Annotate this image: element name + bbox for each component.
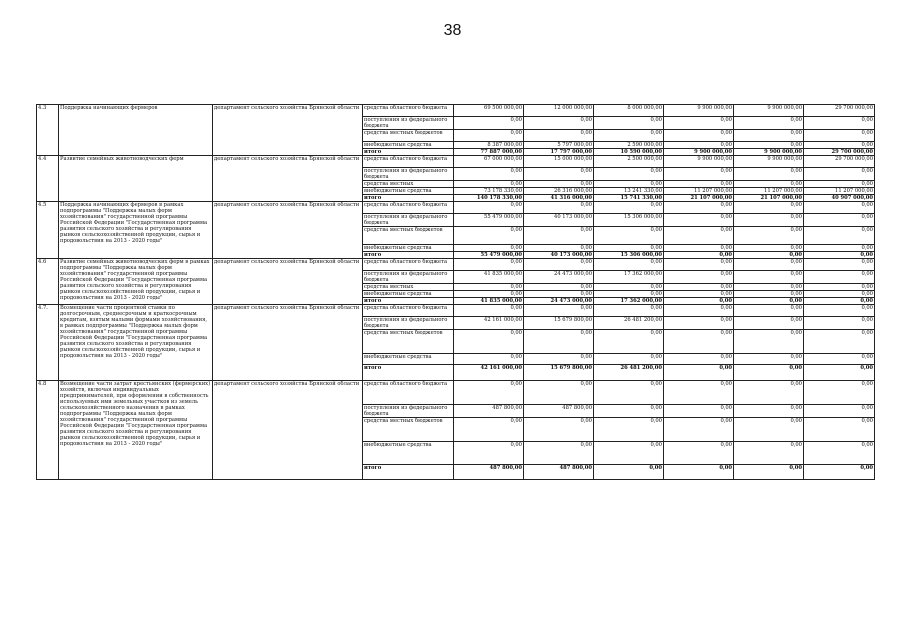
amount-cell: 487 800,00: [524, 405, 594, 418]
amount-cell: 0,00: [734, 245, 804, 252]
amount-cell: 17 362 000,00: [594, 298, 664, 305]
amount-cell: 0,00: [594, 354, 664, 365]
funding-source: итого: [363, 149, 454, 156]
amount-cell: 0,00: [734, 298, 804, 305]
amount-cell: 0,00: [454, 354, 524, 365]
amount-cell: 0,00: [524, 418, 594, 442]
amount-cell: 0,00: [664, 465, 734, 480]
funding-source: внебюджетные средства: [363, 245, 454, 252]
row-number: 4.8: [37, 381, 59, 480]
amount-cell: 0,00: [664, 305, 734, 317]
table-body: [37, 105, 875, 480]
amount-cell: 0,00: [664, 214, 734, 227]
amount-cell: 0,00: [664, 130, 734, 142]
amount-cell: 0,00: [804, 291, 875, 298]
amount-cell: 0,00: [804, 365, 875, 381]
amount-cell: 77 887 000,00: [454, 149, 524, 156]
amount-cell: 0,00: [734, 381, 804, 405]
amount-cell: 0,00: [664, 354, 734, 365]
amount-cell: 0,00: [664, 181, 734, 188]
table-row: [37, 381, 875, 405]
measure-name: Возмещение части процентной ставки по долгосрочным, среднесрочным и краткосрочным кредитам, взятым малыми формами хозяйствования, в рамках подпрограммы "Поддержка малых форм хозяйствования" государственной программы Российской Федерации "Государственная программа развития сельского хозяйства и регулирования рынков сельскохозяйственной продукции, сырья и продовольствия на 2013 - 2020 годы": [59, 305, 213, 381]
amount-cell: 0,00: [664, 418, 734, 442]
amount-cell: 40 173 000,00: [524, 214, 594, 227]
amount-cell: 0,00: [524, 130, 594, 142]
amount-cell: 17 362 000,00: [594, 271, 664, 284]
funding-source: средства местных бюджетов: [363, 418, 454, 442]
amount-cell: 0,00: [664, 271, 734, 284]
row-number: 4.7.: [37, 305, 59, 381]
amount-cell: 0,00: [734, 181, 804, 188]
funding-source: средства областного бюджета: [363, 156, 454, 168]
amount-cell: 487 800,00: [524, 465, 594, 480]
row-number: 4.3: [37, 105, 59, 156]
amount-cell: 15 306 000,00: [594, 214, 664, 227]
amount-cell: 0,00: [594, 117, 664, 130]
amount-cell: 0,00: [664, 168, 734, 181]
amount-cell: 26 481 200,00: [594, 317, 664, 330]
amount-cell: 0,00: [594, 284, 664, 291]
amount-cell: 0,00: [594, 227, 664, 245]
amount-cell: 0,00: [454, 418, 524, 442]
funding-source: средства местных: [363, 284, 454, 291]
amount-cell: 0,00: [454, 181, 524, 188]
amount-cell: 9 900 000,00: [664, 105, 734, 117]
amount-cell: 0,00: [454, 442, 524, 465]
funding-source: внебюджетные средства: [363, 291, 454, 298]
amount-cell: 0,00: [664, 245, 734, 252]
funding-source: итого: [363, 365, 454, 381]
amount-cell: 0,00: [734, 252, 804, 259]
amount-cell: 0,00: [594, 130, 664, 142]
amount-cell: 0,00: [594, 245, 664, 252]
amount-cell: 0,00: [454, 259, 524, 271]
amount-cell: 0,00: [524, 354, 594, 365]
amount-cell: 15 679 800,00: [524, 365, 594, 381]
amount-cell: 17 797 000,00: [524, 149, 594, 156]
amount-cell: 0,00: [594, 442, 664, 465]
amount-cell: 0,00: [594, 465, 664, 480]
amount-cell: 0,00: [804, 465, 875, 480]
amount-cell: 0,00: [524, 259, 594, 271]
amount-cell: 42 161 000,00: [454, 365, 524, 381]
amount-cell: 0,00: [594, 381, 664, 405]
amount-cell: 0,00: [454, 291, 524, 298]
measure-name: Возмещение части затрат крестьянских (фермерских) хозяйств, включая индивидуальных предпринимателей, при оформлении в собственность используемых ими земельных участков из земель сельскохозяйственного назначения в рамках подпрограммы "Поддержка малых форм хозяйствования" государственной программы Российской Федерации "Государственная программа развития сельского хозяйства и регулирования рынков сельскохозяйственной продукции, сырья и продовольствия на 2013 - 2020 годы": [59, 381, 213, 480]
amount-cell: 0,00: [664, 142, 734, 149]
row-number: 4.6: [37, 259, 59, 305]
amount-cell: 0,00: [594, 259, 664, 271]
amount-cell: 21 107 000,00: [664, 195, 734, 202]
amount-cell: 0,00: [804, 284, 875, 291]
amount-cell: 8 000 000,00: [594, 105, 664, 117]
amount-cell: 0,00: [734, 442, 804, 465]
funding-source: внебюджетные средства: [363, 142, 454, 149]
amount-cell: 0,00: [524, 117, 594, 130]
executor: департамент сельского хозяйства Брянской области: [213, 105, 363, 156]
amount-cell: 0,00: [454, 130, 524, 142]
amount-cell: 0,00: [454, 227, 524, 245]
funding-source: средства местных: [363, 181, 454, 188]
amount-cell: 0,00: [594, 305, 664, 317]
amount-cell: 0,00: [804, 317, 875, 330]
amount-cell: 0,00: [664, 227, 734, 245]
amount-cell: 0,00: [454, 245, 524, 252]
amount-cell: 11 207 000,00: [804, 188, 875, 195]
funding-source: средства областного бюджета: [363, 381, 454, 405]
table-row: [37, 259, 875, 271]
amount-cell: 41 835 000,00: [454, 298, 524, 305]
funding-source: поступления из федерального бюджета: [363, 317, 454, 330]
budget-table: [36, 104, 875, 480]
amount-cell: 0,00: [594, 202, 664, 214]
table-row: [37, 105, 875, 117]
amount-cell: 0,00: [734, 142, 804, 149]
amount-cell: 0,00: [804, 252, 875, 259]
amount-cell: 0,00: [524, 202, 594, 214]
amount-cell: 0,00: [524, 245, 594, 252]
amount-cell: 0,00: [454, 202, 524, 214]
amount-cell: 0,00: [734, 317, 804, 330]
amount-cell: 0,00: [804, 202, 875, 214]
funding-source: внебюджетные средства: [363, 188, 454, 195]
row-number: 4.4: [37, 156, 59, 202]
amount-cell: 0,00: [804, 305, 875, 317]
funding-source: внебюджетные средства: [363, 442, 454, 465]
amount-cell: 0,00: [594, 168, 664, 181]
amount-cell: 0,00: [524, 284, 594, 291]
amount-cell: 0,00: [454, 284, 524, 291]
amount-cell: 0,00: [734, 465, 804, 480]
amount-cell: 0,00: [804, 214, 875, 227]
executor: департамент сельского хозяйства Брянской области: [213, 202, 363, 259]
amount-cell: 40 907 000,00: [804, 195, 875, 202]
amount-cell: 69 500 000,00: [454, 105, 524, 117]
funding-source: внебюджетные средства: [363, 354, 454, 365]
amount-cell: 0,00: [594, 291, 664, 298]
funding-source: средства областного бюджета: [363, 259, 454, 271]
amount-cell: 0,00: [804, 405, 875, 418]
amount-cell: 0,00: [734, 168, 804, 181]
amount-cell: 67 000 000,00: [454, 156, 524, 168]
amount-cell: 0,00: [524, 227, 594, 245]
amount-cell: 0,00: [454, 330, 524, 354]
amount-cell: 0,00: [594, 418, 664, 442]
funding-source: поступления из федерального бюджета: [363, 214, 454, 227]
amount-cell: 0,00: [664, 330, 734, 354]
table-row: [37, 156, 875, 168]
amount-cell: 0,00: [804, 442, 875, 465]
amount-cell: 0,00: [734, 227, 804, 245]
amount-cell: 15 679 800,00: [524, 317, 594, 330]
amount-cell: 0,00: [734, 202, 804, 214]
amount-cell: 0,00: [664, 202, 734, 214]
amount-cell: 9 900 000,00: [734, 149, 804, 156]
amount-cell: 9 900 000,00: [664, 149, 734, 156]
amount-cell: 41 835 000,00: [454, 271, 524, 284]
amount-cell: 0,00: [664, 252, 734, 259]
amount-cell: 15 306 000,00: [594, 252, 664, 259]
measure-name: Развитие семейных животноводческих ферм в рамках подпрограммы "Поддержка малых форм хозяйствования" государственной программы Российской Федерации "Государственная программа развития сельского хозяйства и регулирования рынков сельскохозяйственной продукции, сырья и продовольствия на 2013 - 2020 годы": [59, 259, 213, 305]
amount-cell: 11 207 000,00: [734, 188, 804, 195]
amount-cell: 0,00: [664, 298, 734, 305]
amount-cell: 0,00: [804, 181, 875, 188]
amount-cell: 0,00: [664, 259, 734, 271]
amount-cell: 0,00: [734, 271, 804, 284]
amount-cell: 0,00: [524, 181, 594, 188]
amount-cell: 24 473 000,00: [524, 271, 594, 284]
amount-cell: 0,00: [804, 245, 875, 252]
executor: департамент сельского хозяйства Брянской области: [213, 156, 363, 202]
funding-source: средства областного бюджета: [363, 105, 454, 117]
amount-cell: 0,00: [524, 442, 594, 465]
amount-cell: 0,00: [594, 181, 664, 188]
amount-cell: 0,00: [664, 365, 734, 381]
amount-cell: 0,00: [804, 142, 875, 149]
amount-cell: 21 107 000,00: [734, 195, 804, 202]
funding-source: средства областного бюджета: [363, 305, 454, 317]
funding-source: поступления из федерального бюджета: [363, 405, 454, 418]
measure-name: Поддержка начинающих фермеров в рамках подпрограммы "Поддержка малых форм хозяйствования" государственной программы Российской Федерации "Государственная программа развития сельского хозяйства и регулирования рынков сельскохозяйственной продукции, сырья и продовольствия на 2013 - 2020 годы": [59, 202, 213, 259]
amount-cell: 0,00: [804, 227, 875, 245]
amount-cell: 8 387 000,00: [454, 142, 524, 149]
page-number: 38: [443, 22, 462, 39]
amount-cell: 24 473 000,00: [524, 298, 594, 305]
amount-cell: 15 741 330,00: [594, 195, 664, 202]
amount-cell: 55 479 000,00: [454, 214, 524, 227]
amount-cell: 0,00: [594, 330, 664, 354]
amount-cell: 9 900 000,00: [664, 156, 734, 168]
amount-cell: 0,00: [734, 259, 804, 271]
amount-cell: 487 800,00: [454, 405, 524, 418]
funding-source: итого: [363, 298, 454, 305]
amount-cell: 0,00: [804, 130, 875, 142]
amount-cell: 0,00: [804, 354, 875, 365]
amount-cell: 0,00: [734, 130, 804, 142]
amount-cell: 55 479 000,00: [454, 252, 524, 259]
amount-cell: 0,00: [594, 405, 664, 418]
funding-source: поступления из федерального бюджета: [363, 168, 454, 181]
executor: департамент сельского хозяйства Брянской области: [213, 305, 363, 381]
amount-cell: 0,00: [804, 381, 875, 405]
amount-cell: 26 481 200,00: [594, 365, 664, 381]
amount-cell: 0,00: [454, 305, 524, 317]
amount-cell: 0,00: [804, 168, 875, 181]
row-number: 4.5: [37, 202, 59, 259]
amount-cell: 0,00: [524, 291, 594, 298]
amount-cell: 73 178 330,00: [454, 188, 524, 195]
amount-cell: 29 700 000,00: [804, 105, 875, 117]
table-row: [37, 202, 875, 214]
amount-cell: 41 316 000,00: [524, 195, 594, 202]
amount-cell: 0,00: [734, 418, 804, 442]
amount-cell: 0,00: [524, 305, 594, 317]
amount-cell: 0,00: [734, 214, 804, 227]
amount-cell: 42 161 000,00: [454, 317, 524, 330]
amount-cell: 0,00: [664, 117, 734, 130]
amount-cell: 40 173 000,00: [524, 252, 594, 259]
amount-cell: 0,00: [524, 381, 594, 405]
amount-cell: 10 590 000,00: [594, 149, 664, 156]
amount-cell: 0,00: [734, 330, 804, 354]
amount-cell: 0,00: [804, 259, 875, 271]
amount-cell: 0,00: [804, 418, 875, 442]
amount-cell: 0,00: [454, 168, 524, 181]
funding-source: поступления из федерального бюджета: [363, 271, 454, 284]
funding-source: итого: [363, 465, 454, 480]
amount-cell: 0,00: [664, 442, 734, 465]
table-row: [37, 305, 875, 317]
amount-cell: 0,00: [734, 284, 804, 291]
measure-name: Развитие семейных животноводческих ферм: [59, 156, 213, 202]
amount-cell: 11 207 000,00: [664, 188, 734, 195]
amount-cell: 0,00: [524, 168, 594, 181]
amount-cell: 0,00: [454, 117, 524, 130]
amount-cell: 0,00: [734, 405, 804, 418]
amount-cell: 0,00: [734, 305, 804, 317]
amount-cell: 0,00: [804, 271, 875, 284]
amount-cell: 2 590 000,00: [594, 142, 664, 149]
amount-cell: 0,00: [804, 330, 875, 354]
amount-cell: 0,00: [734, 354, 804, 365]
amount-cell: 0,00: [664, 405, 734, 418]
amount-cell: 0,00: [734, 365, 804, 381]
amount-cell: 9 900 000,00: [734, 105, 804, 117]
amount-cell: 0,00: [664, 381, 734, 405]
funding-source: поступления из федерального бюджета: [363, 117, 454, 130]
amount-cell: 0,00: [664, 291, 734, 298]
funding-source: средства местных бюджетов: [363, 227, 454, 245]
amount-cell: 26 316 000,00: [524, 188, 594, 195]
amount-cell: 29 700 000,00: [804, 149, 875, 156]
funding-source: итого: [363, 195, 454, 202]
amount-cell: 0,00: [454, 381, 524, 405]
amount-cell: 12 000 000,00: [524, 105, 594, 117]
amount-cell: 2 500 000,00: [594, 156, 664, 168]
funding-source: итого: [363, 252, 454, 259]
amount-cell: 15 000 000,00: [524, 156, 594, 168]
executor: департамент сельского хозяйства Брянской области: [213, 381, 363, 480]
amount-cell: 13 241 330,00: [594, 188, 664, 195]
amount-cell: 0,00: [734, 291, 804, 298]
amount-cell: 0,00: [664, 317, 734, 330]
funding-source: средства областного бюджета: [363, 202, 454, 214]
amount-cell: 0,00: [804, 298, 875, 305]
amount-cell: 29 700 000,00: [804, 156, 875, 168]
measure-name: Поддержка начинающих фермеров: [59, 105, 213, 156]
amount-cell: 0,00: [804, 117, 875, 130]
amount-cell: 5 797 000,00: [524, 142, 594, 149]
amount-cell: 9 900 000,00: [734, 156, 804, 168]
funding-source: средства местных бюджетов: [363, 330, 454, 354]
amount-cell: 0,00: [664, 284, 734, 291]
executor: департамент сельского хозяйства Брянской области: [213, 259, 363, 305]
amount-cell: 0,00: [524, 330, 594, 354]
amount-cell: 140 178 330,00: [454, 195, 524, 202]
amount-cell: 0,00: [734, 117, 804, 130]
amount-cell: 487 800,00: [454, 465, 524, 480]
funding-source: средства местных бюджетов: [363, 130, 454, 142]
